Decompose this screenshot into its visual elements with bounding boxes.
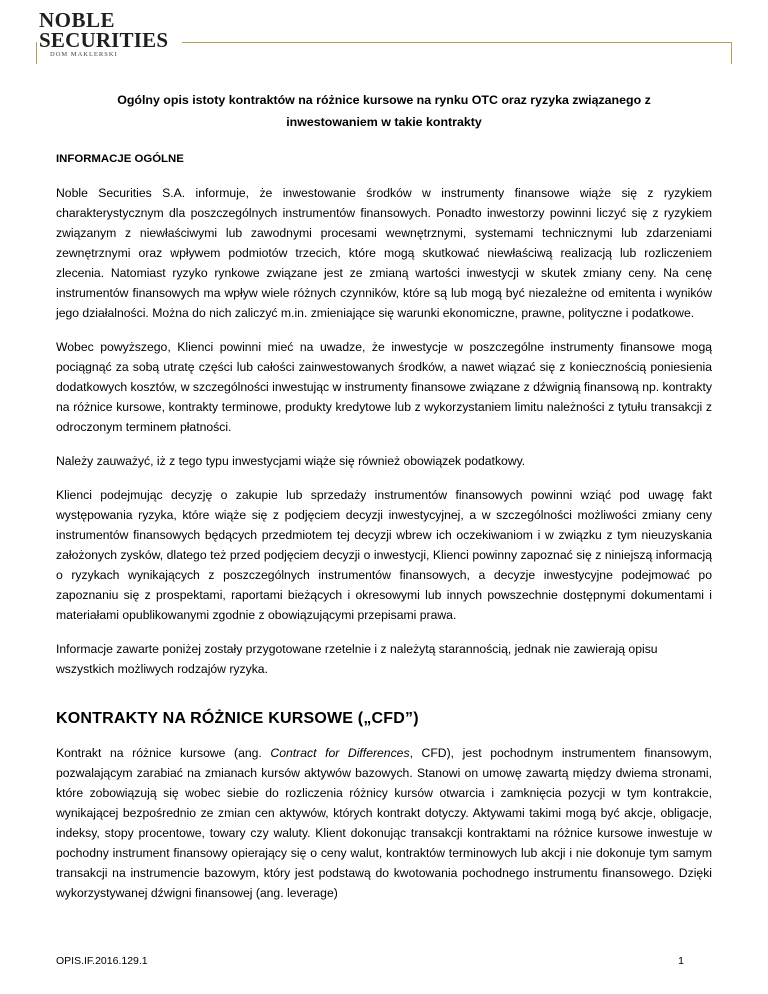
header-frame-right (731, 42, 732, 64)
logo-line-2: SECURITIES (39, 28, 169, 52)
paragraph-4: Klienci podejmując decyzję o zakupie lub sprzedaży instrumentów finansowych powinni wziąć pod uwagę fakt występowania ryzyka, które wiąże się z podjęciem decyzji inwestycyjnej, a w szczególności możliwości zmiany ceny instrumentów finansowych będących przedmiotem tej decyzji wbrew ich oczekiwaniom i w związku z tym nieuzyskania założonych zysków, dlatego też przed podjęciem decyzji o inwestycji, Klienci powinny zapoznać się z niniejszą informacją o ryzykach wynikających z poszczególnych instrumentów finansowych, a decyzje inwestycyjne podejmować po zapoznaniu się z prospektami, raportami bieżących i okresowymi lub innych powszechnie dostępnymi dokumentami i materiałami opublikowanymi zgodnie z obowiązującymi przepisami prawa. (56, 488, 712, 622)
paragraph-2: Wobec powyższego, Klienci powinni mieć na uwadze, że inwestycje w poszczególne instrumenty finansowe mogą pociągnąć za sobą utratę części lub całości zainwestowanych środków, a nawet wiązać się z koniecznością poniesienia dodatkowych kosztów, w szczególności inwestując w instrumenty finansowe związane z dźwignią finansową np. kontrakty na różnice kursowe, kontrakty terminowe, produkty kredytowe lub z wykorzystaniem limitu należności z tytułu transakcji z odroczonym terminem płatności. (56, 340, 712, 434)
paragraph-6 (56, 743, 712, 903)
paragraph-5: Informacje zawarte poniżej zostały przygotowane rzetelnie i z należytą starannością, jednak nie zawierają opisu wszystkich możliwych rodzajów ryzyka. (56, 642, 658, 676)
logo-subtitle: DOM MAKLERSKI (50, 51, 118, 58)
document-title: Ogólny opis istoty kontraktów na różnice kursowe na rynku OTC oraz ryzyka związanego z inwestowaniem w takie kontrakty (117, 93, 651, 129)
paragraph-6-rest: , CFD), jest pochodnym instrumentem finansowym, pozwalającym zarabiać na zmianach kursów aktywów bazowych. Stanowi on umowę zawartą między dwiema stronami, które zobowiązują się wobec siebie do rozliczenia różnicy kursów otwarcia i zamknięcia pozycji w tym kontrakcie, wynikającej bezpośrednio ze zmian cen aktywów, których kontrakt dotyczy. Aktywami takimi mogą być akcje, obligacje, indeksy, stopy procentowe, towary czy waluty. Klient dokonując transakcji kontraktami na różnice kursowe inwestuje w pochodny instrument finansowy opierający się o ceny walut, kontraktów terminowych lub akcji i nie dokonuje tym samym transakcji na instrumencie bazowym, który jest podstawą do kwotowania pochodnego instrumentu finansowego. Dzięki wykorzystywanej dźwigni finansowej (ang. leverage) (56, 746, 712, 900)
page-footer (56, 955, 712, 967)
paragraph-1: Noble Securities S.A. informuje, że inwestowanie środków w instrumenty finansowe wiąże się z ryzykiem charakterystycznym dla poszczególnych instrumentów finansowych. Ponadto inwestorzy powinni liczyć się z ryzykiem związanym z niewłaściwymi lub zawodnymi procesami wewnętrznymi, systemami technicznymi lub zdarzeniami zewnętrznymi oraz wpływem podmiotów trzecich, które mogą skutkować niewłaściwą realizacją lub rozliczeniem zlecenia. Natomiast ryzyko rynkowe związane jest ze zmianą wartości inwestycji w skutek zmiany ceny. Na cenę instrumentów finansowych ma wpływ wiele różnych czynników, które są lub mogą być niezależne od emitenta i wyników jego działalności. Można do nich zaliczyć m.in. zmieniające się warunki ekonomiczne, prawne, polityczne i podatkowe. (56, 186, 712, 320)
page-number: 1 (678, 955, 684, 967)
paragraph-3: Należy zauważyć, iż z tego typu inwestycjami wiąże się również obowiązek podatkowy. (56, 454, 526, 468)
header-frame-left (36, 42, 37, 64)
logo-line-1: NOBLE (39, 8, 116, 32)
section-heading-general: INFORMACJE OGÓLNE (56, 153, 184, 165)
paragraph-6-start: Kontrakt na różnice kursowe (ang. (56, 746, 271, 760)
section-heading-cfd: KONTRAKTY NA RÓŻNICE KURSOWE („CFD”) (56, 710, 419, 727)
header-frame-top (182, 42, 732, 43)
document-code: OPIS.IF.2016.129.1 (56, 955, 148, 967)
document-body (56, 89, 712, 917)
company-logo (39, 10, 179, 58)
paragraph-6-italic-term: Contract for Differences (270, 746, 410, 760)
